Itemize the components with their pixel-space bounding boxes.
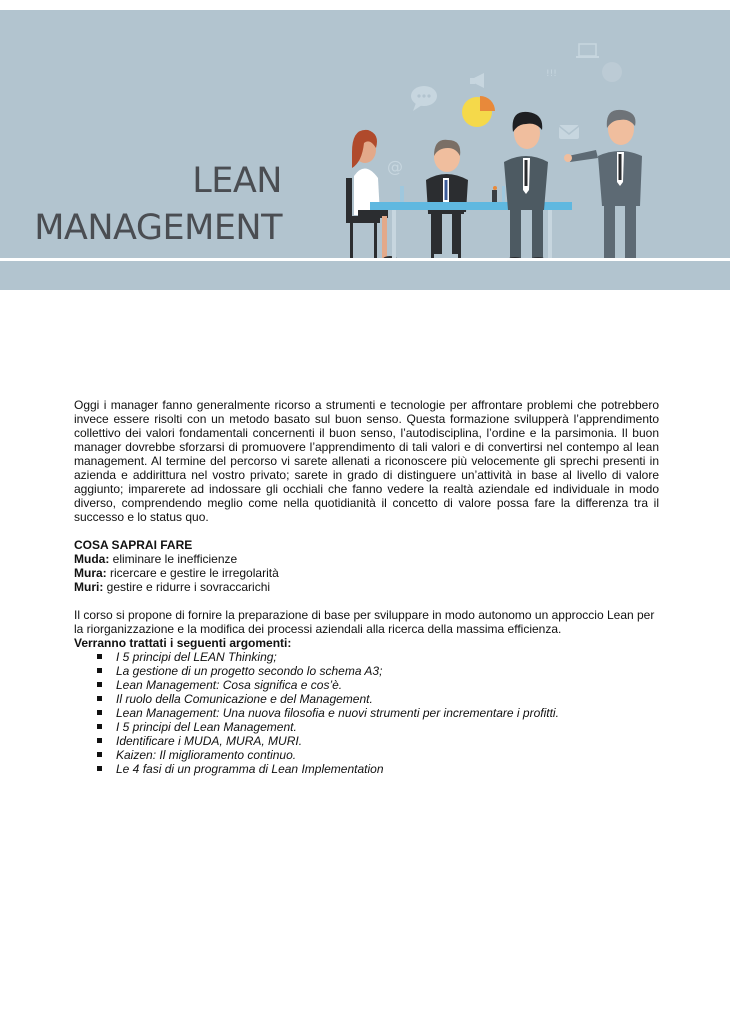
bullet-icon [97,710,102,715]
list-item [94,664,659,678]
svg-text:@: @ [387,157,403,176]
topics-list [74,650,659,776]
megaphone-icon [470,73,484,88]
banner-footer-strip [0,261,730,280]
topic-text: Il ruolo della Comunicazione e del Management. [116,692,373,706]
list-item [94,762,659,776]
list-item [94,720,659,734]
bullet-icon [97,766,102,771]
topic-text: La gestione di un progetto secondo lo schema A3; [116,664,383,678]
list-item [94,678,659,692]
list-item [94,706,659,720]
skill-item [74,580,659,594]
laptop-icon [576,44,599,58]
topic-text: Kaizen: Il miglioramento continuo. [116,748,297,762]
email-icon [559,125,579,139]
woman-figure [346,130,397,263]
topic-text: Lean Management: Una nuova filosofia e nuovi strumenti per incrementare i profitti. [116,706,559,720]
skill-term: Muda: [74,552,110,566]
skill-desc: eliminare le inefficienze [109,552,238,566]
intro-paragraph: Oggi i manager fanno generalmente ricorso a strumenti e tecnologie per affrontare problemi che potrebbero invece essere risolti con un metodo basato sul buon senso. Questa formazione svilupperà l’apprendimento collettivo dei valori fondamentali concernenti il buon senso, l’autodisciplina, l’ordine e la parsimonia. Il buon manager dovrebbe sforzarsi di promuovere l’apprendimento di tali valori e di convertirsi nel contempo al lean management. Al termine del percorso vi sarete allenati a riconoscere più velocemente gli sprechi presenti in azienda e addirittura nel vostro privato; sarete in grado di distinguere un’attività in base al livello di valore aggiunto; imparerete ad indossare gli occhiali che fanno vedere la realtà aziendale ed individuale in modo diverso, comprendendo meglio come nella quotidianità il concetto di valore possa fare la differenza tra il successo e lo status quo. [74,398,659,524]
at-sign-icon [387,157,403,176]
header-banner [0,10,730,290]
list-item [94,748,659,762]
skill-item [74,552,659,566]
topic-text: Identificare i MUDA, MURA, MURI. [116,734,303,748]
bullet-icon [97,682,102,687]
document-body [74,398,659,776]
skill-term: Mura: [74,566,107,580]
bullet-icon [97,738,102,743]
list-item [94,734,659,748]
svg-text:!!!: !!! [546,69,557,79]
skill-term: Muri: [74,580,104,594]
seated-man-figure [426,140,468,258]
topic-text: Le 4 fasi di un programma di Lean Implementation [116,762,384,776]
list-item [94,650,659,664]
topic-text: Lean Management: Cosa significa e cos’è. [116,678,343,692]
bullet-icon [97,752,102,757]
meeting-illustration [330,10,730,268]
standing-man-figure [504,112,548,263]
skill-desc: gestire e ridurre i sovraccarichi [103,580,271,594]
title-line-2: MANAGEMENT [34,208,282,248]
topic-text: I 5 principi del LEAN Thinking; [116,650,277,664]
topic-text: I 5 principi del Lean Management. [116,720,297,734]
course-description: Il corso si propone di fornire la preparazione di base per sviluppare in modo autonomo un approccio Lean per la riorganizzazione e la modifica dei processi aziendali alla ricerca della massima efficienza. [74,608,655,636]
title-line-1: LEAN [192,161,282,201]
skill-desc: ricercare e gestire le irregolarità [106,566,279,580]
topics-heading: Verranno trattati i seguenti argomenti: [74,636,292,650]
pie-chart-icon [462,96,495,127]
bullet-icon [97,668,102,673]
list-item [94,692,659,706]
page-title [34,158,282,252]
bullet-icon [97,654,102,659]
skills-heading: COSA SAPRAI FARE [74,538,193,552]
bullet-icon [97,724,102,729]
skill-item [74,566,659,580]
chat-bubble-icon [411,86,437,111]
bullet-icon [97,696,102,701]
